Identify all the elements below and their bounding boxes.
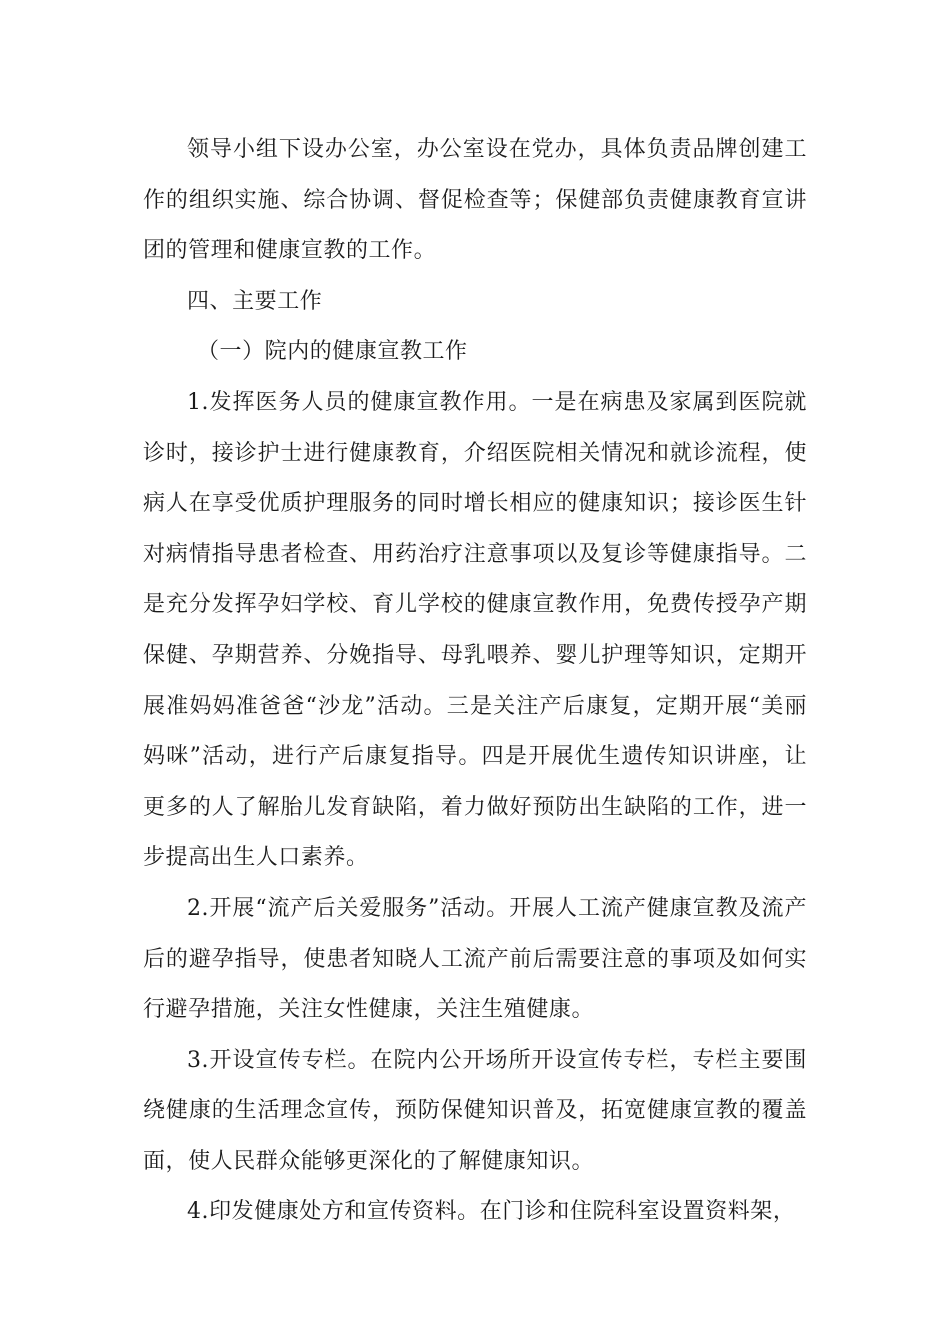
- document-page: [143, 125, 807, 1238]
- paragraph-item-4: 4.印发健康处方和宣传资料。在门诊和住院科室设置资料架，: [187, 1199, 796, 1225]
- paragraph-office-setup: 领导小组下设办公室，办公室设在党办，具体负责品牌创建工作的组织实施、综合协调、督促检查等；保健部负责健康教育宣讲团的管理和健康宣教的工作。: [143, 137, 807, 264]
- paragraph-item-3: 3.开设宣传专栏。在院内公开场所开设宣传专栏，专栏主要围绕健康的生活理念宣传，预防保健知识普及，拓宽健康宣教的覆盖面，使人民群众能够更深化的了解健康知识。: [143, 1047, 807, 1174]
- paragraph-item-1: 1.发挥医务人员的健康宣教作用。一是在病患及家属到医院就诊时，接诊护士进行健康教育，介绍医院相关情况和就诊流程，使病人在享受优质护理服务的同时增长相应的健康知识；接诊医生针对病情指导患者检查、用药治疗注意事项以及复诊等健康指导。二是充分发挥孕妇学校、育儿学校的健康宣教作用，免费传授孕产期保健、孕期营养、分娩指导、母乳喂养、婴儿护理等知识，定期开展准妈妈准爸爸“沙龙”活动。三是关注产后康复，定期开展“美丽妈咪”活动，进行产后康复指导。四是开展优生遗传知识讲座，让更多的人了解胎儿发育缺陷，着力做好预防出生缺陷的工作，进一步提高出生人口素养。: [143, 389, 807, 871]
- subsection-heading-in-hospital: （一）院内的健康宣教工作: [197, 339, 468, 365]
- section-heading-main-work: 四、主要工作: [187, 288, 323, 314]
- paragraph-item-2: 2.开展“流产后关爱服务”活动。开展人工流产健康宣教及流产后的避孕指导，使患者知晓人工流产前后需要注意的事项及如何实行避孕措施，关注女性健康，关注生殖健康。: [143, 895, 807, 1023]
